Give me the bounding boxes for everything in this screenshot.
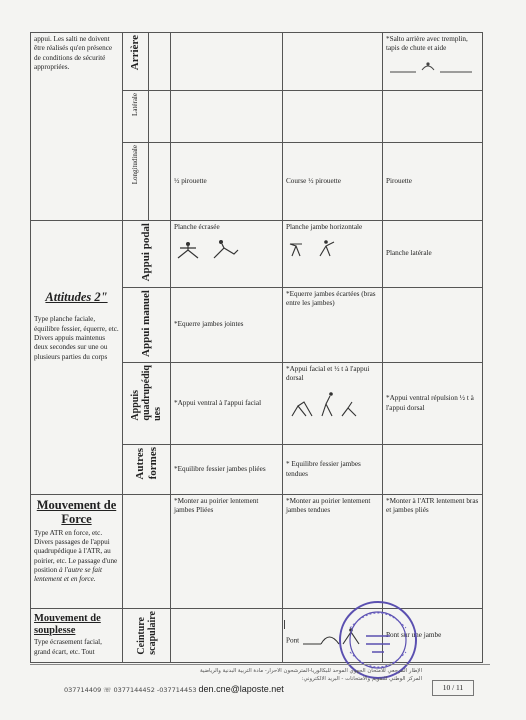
appui-podal-label: Appui podal bbox=[140, 223, 153, 282]
souplesse-c4-text: Pont sur une jambe bbox=[386, 630, 442, 639]
footer-contact bbox=[64, 684, 284, 694]
cell-manuel-c2 bbox=[171, 287, 283, 362]
cell-force-c2 bbox=[171, 495, 283, 609]
autres-formes-label-1: Autres bbox=[134, 447, 147, 480]
force-cell bbox=[31, 495, 123, 609]
appui-dorsal-figure-icon bbox=[286, 390, 366, 418]
manuel-c2-text: *Equerre jambes jointes bbox=[174, 320, 244, 329]
force-desc-text: Type ATR en force, etc. Divers passages de l'appui quadrupédique à l'ATR, au poirier, etc. Le passage d'une position bbox=[34, 528, 118, 575]
souplesse-c3-text: Pont bbox=[286, 636, 300, 645]
cell-longi-c2 bbox=[171, 143, 283, 221]
souplesse-title: Mouvement de souplesse bbox=[34, 613, 101, 636]
ceinture-label-2: scapulaire bbox=[146, 611, 158, 655]
appuis-label-1: Appuis bbox=[130, 390, 141, 421]
cell-laterale-c4 bbox=[383, 91, 483, 143]
quadru-c3-text: *Appui facial et ½ t à l'appui dorsal bbox=[286, 365, 370, 383]
force-c2-text: *Monter au poirier lentement jambes Pliées bbox=[174, 497, 259, 515]
cell-autres-c4 bbox=[383, 445, 483, 495]
cell-arriere-empty bbox=[149, 33, 171, 91]
force-description bbox=[34, 529, 119, 585]
force-c4-text: *Monter à l'ATR lentement bras et jambes pliés bbox=[386, 497, 479, 515]
footer-arabic-line-1: الإطار المرجعي للامتحان الجهوي الموحد للبكالوريا-المترشحون الأحرار- مادة التربية البدنية والرياضية bbox=[199, 668, 422, 674]
cell-longi-c3 bbox=[283, 143, 383, 221]
force-title: Mouvement de Force bbox=[36, 498, 117, 526]
salto-longitudinale-label: Longitudinale bbox=[130, 145, 139, 185]
quadru-c4-text: *Appui ventral répulsion ½ t à l'appui dorsal bbox=[386, 394, 474, 412]
cell-quadru-c2 bbox=[171, 363, 283, 445]
souplesse-description: Type écrasement facial, grand écart, etc. Tout bbox=[34, 638, 102, 656]
attitudes-title: Attitudes 2" bbox=[45, 290, 108, 304]
cell-manuel-c4 bbox=[383, 287, 483, 362]
cell-autres-c3 bbox=[283, 445, 383, 495]
appuis-label-2: quadrupédiq bbox=[141, 365, 152, 421]
ceinture-scapulaire-label-cell bbox=[123, 609, 171, 663]
footer-phones: 037714409 ☏ 0377144452 -037714453 bbox=[64, 686, 197, 694]
footer-arabic-line-2: المركز الوطني للتقويم والامتحانات - البريد الالكتروني: bbox=[301, 676, 422, 682]
salto-arriere-text: *Salto arrière avec tremplin, tapis de chute et aide bbox=[386, 35, 468, 53]
appuis-quadrupediques-label-cell bbox=[123, 363, 171, 445]
attitudes-description: Type planche faciale, équilibre fessier, équerre, etc. Divers appuis maintenus deux secondes sur une ou plusieurs parties du corps bbox=[34, 315, 119, 361]
appui-podal-label-cell bbox=[123, 221, 171, 288]
salto-laterale-label-cell bbox=[123, 91, 149, 143]
cell-podal-c3 bbox=[283, 221, 383, 288]
ceinture-label-1: Ceinture bbox=[135, 617, 147, 655]
autres-c3-text: * Equilibre fessier jambes tendues bbox=[286, 460, 361, 478]
cell-longi-c4 bbox=[383, 143, 483, 221]
cell-laterale-c2 bbox=[171, 91, 283, 143]
cell-podal-c4 bbox=[383, 221, 483, 288]
appui-manuel-label: Appui manuel bbox=[140, 289, 153, 357]
quadru-c2-text: *Appui ventral à l'appui facial bbox=[174, 398, 262, 407]
cell-arriere-c2 bbox=[171, 33, 283, 91]
salto-figure-icon bbox=[386, 60, 476, 74]
cell-force-c4 bbox=[383, 495, 483, 609]
salto-description-cell bbox=[31, 33, 123, 221]
cell-arriere-c3 bbox=[283, 33, 383, 91]
appui-manuel-label-cell bbox=[123, 287, 171, 362]
cell-quadru-c4 bbox=[383, 363, 483, 445]
cell-manuel-c3 bbox=[283, 287, 383, 362]
cell-arriere-c4 bbox=[383, 33, 483, 91]
salto-arriere-label: Arrière bbox=[129, 35, 142, 71]
cell-souplesse-c2 bbox=[171, 609, 283, 663]
appuis-label-3: ues bbox=[152, 406, 163, 421]
longi-c3-text: Course ½ pirouette bbox=[286, 176, 341, 185]
cell-longi-empty bbox=[149, 143, 171, 221]
cell-podal-c2 bbox=[171, 221, 283, 288]
salto-laterale-label: Latérale bbox=[130, 93, 139, 116]
salto-description: appui. Les salti ne doivent être réalisés qu'en présence de conditions de sécurité appropriées. bbox=[34, 35, 113, 72]
podal-c3-text: Planche jambe horizontale bbox=[286, 223, 363, 231]
force-desc-italic: à l'autre se fait lentement et en force. bbox=[34, 566, 102, 584]
force-label-cell bbox=[123, 495, 171, 609]
longi-c2-text: ½ pirouette bbox=[174, 176, 207, 185]
cell-autres-c2 bbox=[171, 445, 283, 495]
manuel-c3-text: *Equerre jambes écartées (bras entre les jambes) bbox=[286, 289, 376, 308]
attitudes-cell bbox=[31, 221, 123, 495]
planche-horizontale-figure-icon bbox=[286, 238, 346, 258]
page-number: 10 / 11 bbox=[432, 680, 474, 696]
pen-mark bbox=[284, 620, 285, 629]
autres-formes-label-2: formes bbox=[146, 447, 159, 480]
cell-quadru-c3 bbox=[283, 363, 383, 445]
force-c3-text: *Monter au poirier lentement jambes tendues bbox=[286, 497, 371, 515]
footer-rule bbox=[30, 664, 490, 665]
autres-c2-text: *Equilibre fessier jambes pliées bbox=[174, 464, 266, 473]
cell-laterale-c3 bbox=[283, 91, 383, 143]
salto-arriere-label-cell bbox=[123, 33, 149, 91]
footer-email: den.cne@laposte.net bbox=[198, 684, 284, 694]
salto-longitudinale-label-cell bbox=[123, 143, 149, 221]
podal-c2-text: Planche écrasée bbox=[174, 223, 220, 231]
souplesse-cell bbox=[31, 609, 123, 663]
gymnastics-table bbox=[30, 32, 483, 663]
podal-c4-text: Planche latérale bbox=[386, 249, 432, 258]
cell-laterale-empty bbox=[149, 91, 171, 143]
autres-formes-label-cell bbox=[123, 445, 171, 495]
cell-force-c3 bbox=[283, 495, 383, 609]
longi-c4-text: Pirouette bbox=[386, 176, 412, 185]
planche-ecrasee-figure-icon bbox=[174, 238, 244, 262]
